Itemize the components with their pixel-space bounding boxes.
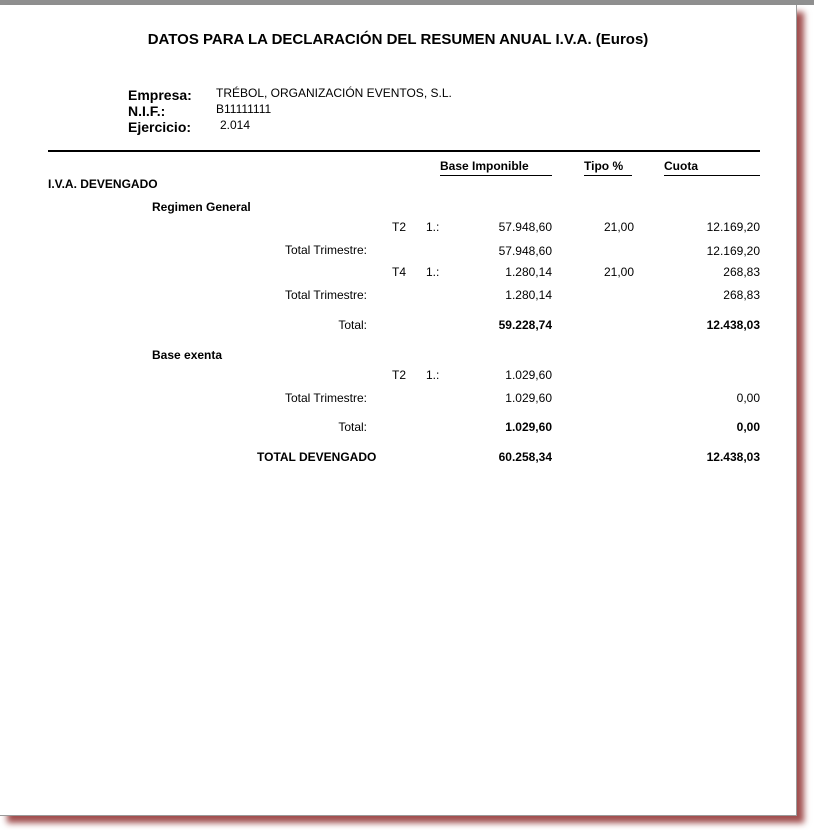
rg-row2-cuota: 268,83 (723, 265, 760, 279)
column-header-cuota: Cuota (664, 159, 698, 173)
total-devengado-cuota: 12.438,03 (706, 450, 760, 464)
total-devengado-label: TOTAL DEVENGADO (257, 450, 377, 464)
rg-row1-base: 57.948,60 (498, 220, 552, 234)
empresa-label: Empresa: (128, 87, 192, 103)
rg-row2-base: 1.280,14 (505, 265, 552, 279)
regimen-general-title: Regimen General (152, 200, 251, 214)
nif-label: N.I.F.: (128, 103, 166, 119)
empresa-value: TRÉBOL, ORGANIZACIÓN EVENTOS, S.L. (216, 86, 452, 100)
rg-row1-tipo: 21,00 (603, 220, 634, 234)
rg-subtotal2-base: 1.280,14 (505, 288, 552, 302)
column-underline-base (440, 175, 552, 176)
be-subtotal1-base: 1.029,60 (505, 391, 552, 405)
be-subtotal1-cuota: 0,00 (736, 391, 760, 405)
rg-subtotal2-label: Total Trimestre: (284, 288, 367, 302)
be-subtotal1-label: Total Trimestre: (284, 391, 367, 405)
column-underline-tipo (584, 175, 632, 176)
be-total-cuota: 0,00 (736, 420, 760, 434)
rg-total-label: Total: (338, 318, 367, 332)
be-row1-trimestre: T2 (392, 368, 407, 382)
report-title: DATOS PARA LA DECLARACIÓN DEL RESUMEN ANUAL I.V.A. (Euros) (147, 31, 649, 48)
be-row1-num: 1.: (426, 368, 440, 382)
rg-subtotal1-base: 57.948,60 (498, 244, 552, 258)
be-total-label: Total: (338, 420, 367, 434)
column-header-base: Base Imponible (440, 159, 529, 173)
rg-row1-cuota: 12.169,20 (706, 220, 760, 234)
rg-row1-trimestre: T2 (392, 220, 407, 234)
nif-value: B11111111 (216, 102, 272, 116)
total-devengado-base: 60.258,34 (498, 450, 552, 464)
rg-subtotal1-label: Total Trimestre: (284, 243, 367, 257)
be-total-base: 1.029,60 (505, 420, 552, 434)
base-exenta-title: Base exenta (152, 348, 223, 362)
rg-subtotal2-cuota: 268,83 (723, 288, 760, 302)
be-row1-base: 1.029,60 (505, 368, 552, 382)
ejercicio-label: Ejercicio: (128, 119, 192, 135)
header-rule (48, 150, 760, 152)
report-page (0, 5, 797, 816)
column-underline-cuota (664, 175, 760, 176)
rg-total-base: 59.228,74 (498, 318, 552, 332)
rg-row2-trimestre: T4 (392, 265, 407, 279)
rg-row2-num: 1.: (426, 265, 440, 279)
rg-subtotal1-cuota: 12.169,20 (706, 244, 760, 258)
rg-row1-num: 1.: (426, 220, 440, 234)
rg-row2-tipo: 21,00 (603, 265, 634, 279)
column-header-tipo: Tipo % (584, 159, 624, 173)
rg-total-cuota: 12.438,03 (706, 318, 760, 332)
section-title: I.V.A. DEVENGADO (48, 177, 158, 191)
ejercicio-value: 2.014 (220, 118, 251, 132)
